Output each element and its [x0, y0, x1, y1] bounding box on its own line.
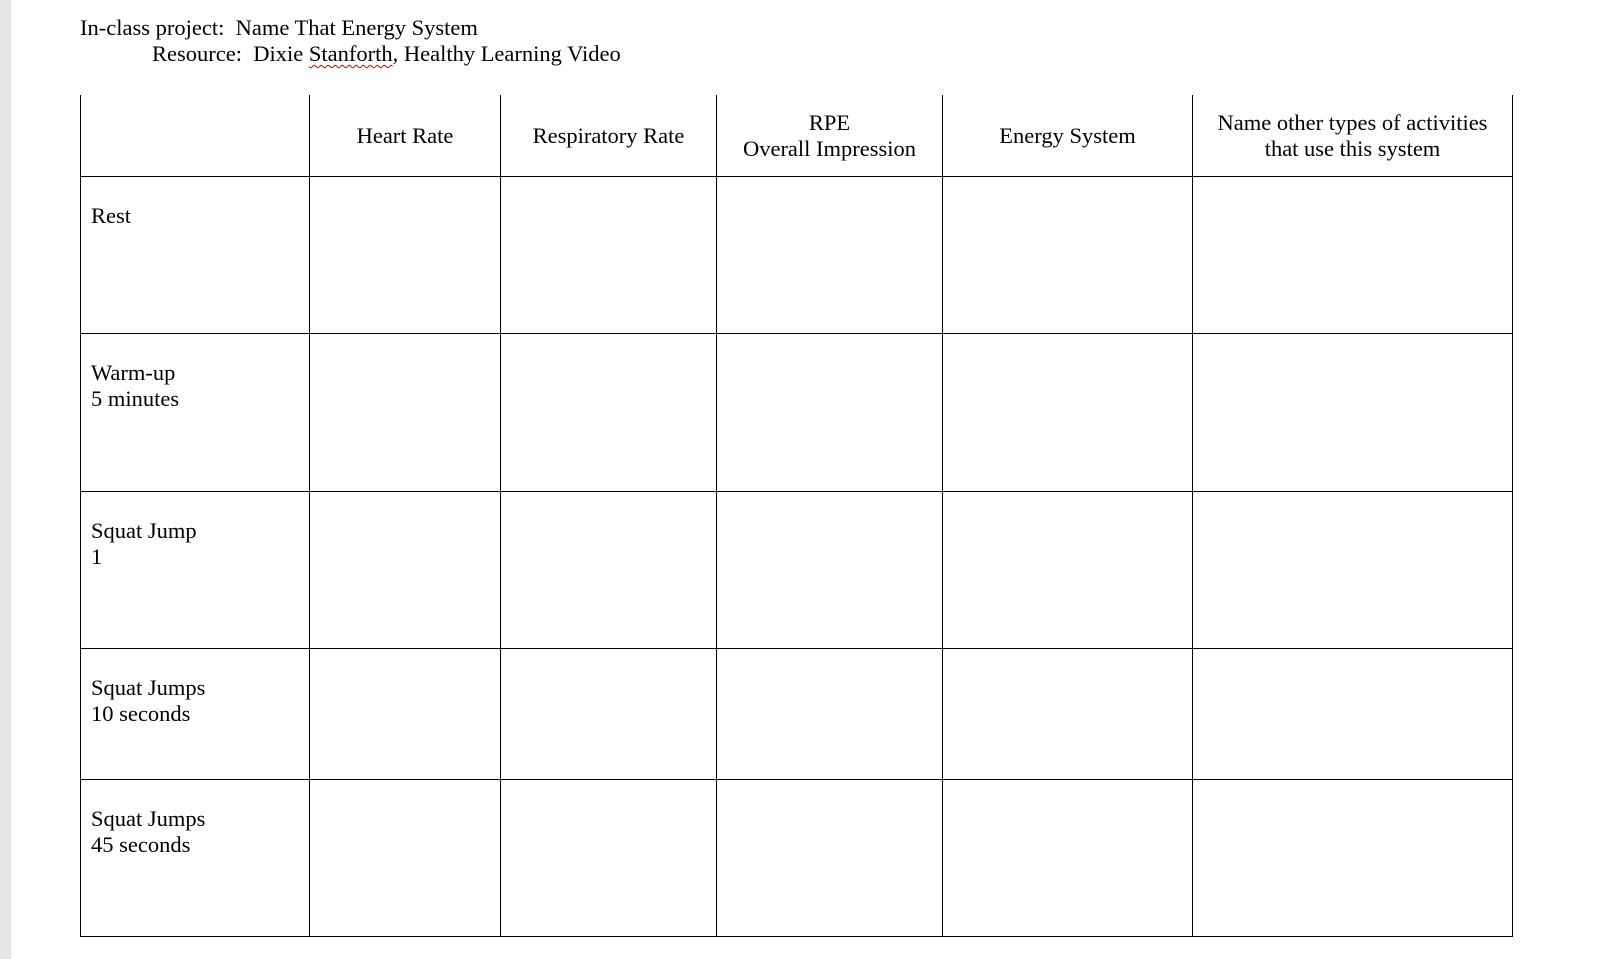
project-label: In-class project:	[80, 15, 225, 40]
table-cell[interactable]	[501, 649, 717, 780]
project-title-line	[80, 15, 478, 41]
header-cell-rpe: RPE Overall Impression	[717, 95, 943, 177]
table-cell[interactable]	[717, 334, 943, 492]
header-cell-activity	[81, 95, 310, 177]
table-cell[interactable]	[501, 334, 717, 492]
row-label-squat-jumps-45: Squat Jumps 45 seconds	[81, 780, 310, 937]
table-cell[interactable]	[717, 177, 943, 334]
resource-author-last: Stanforth	[308, 41, 393, 66]
table-cell[interactable]	[310, 492, 501, 649]
table-cell[interactable]	[501, 780, 717, 937]
table-cell[interactable]	[501, 492, 717, 649]
project-title: Name That Energy System	[235, 15, 478, 40]
row-label-squat-jump: Squat Jump 1	[81, 492, 310, 649]
table-cell[interactable]	[1193, 492, 1513, 649]
table-row	[81, 780, 1513, 937]
table-cell[interactable]	[717, 780, 943, 937]
table-cell[interactable]	[943, 177, 1193, 334]
energy-system-table	[80, 95, 1513, 937]
table-cell[interactable]	[1193, 334, 1513, 492]
table-row	[81, 334, 1513, 492]
table-cell[interactable]	[1193, 780, 1513, 937]
header-cell-heart-rate: Heart Rate	[310, 95, 501, 177]
table-cell[interactable]	[943, 492, 1193, 649]
document-page	[11, 0, 1600, 959]
table-cell[interactable]	[943, 780, 1193, 937]
resource-author-first: Dixie	[253, 41, 304, 66]
table-cell[interactable]	[717, 492, 943, 649]
header-cell-other-activities: Name other types of activities that use this system	[1193, 95, 1513, 177]
resource-separator: ,	[392, 41, 399, 66]
table-row	[81, 492, 1513, 649]
table-cell[interactable]	[501, 177, 717, 334]
row-label-warm-up: Warm-up 5 minutes	[81, 334, 310, 492]
table-cell[interactable]	[1193, 649, 1513, 780]
table-cell[interactable]	[717, 649, 943, 780]
table-header-row	[81, 95, 1513, 177]
row-label-rest: Rest	[81, 177, 310, 334]
table-cell[interactable]	[310, 334, 501, 492]
table-cell[interactable]	[310, 177, 501, 334]
resource-label: Resource:	[152, 41, 242, 66]
table-cell[interactable]	[310, 780, 501, 937]
table-row	[81, 177, 1513, 334]
header-cell-respiratory-rate: Respiratory Rate	[501, 95, 717, 177]
resource-line	[152, 41, 621, 67]
row-label-squat-jumps-10: Squat Jumps 10 seconds	[81, 649, 310, 780]
resource-title: Healthy Learning Video	[403, 41, 621, 66]
table-cell[interactable]	[310, 649, 501, 780]
table-cell[interactable]	[943, 334, 1193, 492]
table-cell[interactable]	[943, 649, 1193, 780]
table-row	[81, 649, 1513, 780]
table-cell[interactable]	[1193, 177, 1513, 334]
header-cell-energy-system: Energy System	[943, 95, 1193, 177]
